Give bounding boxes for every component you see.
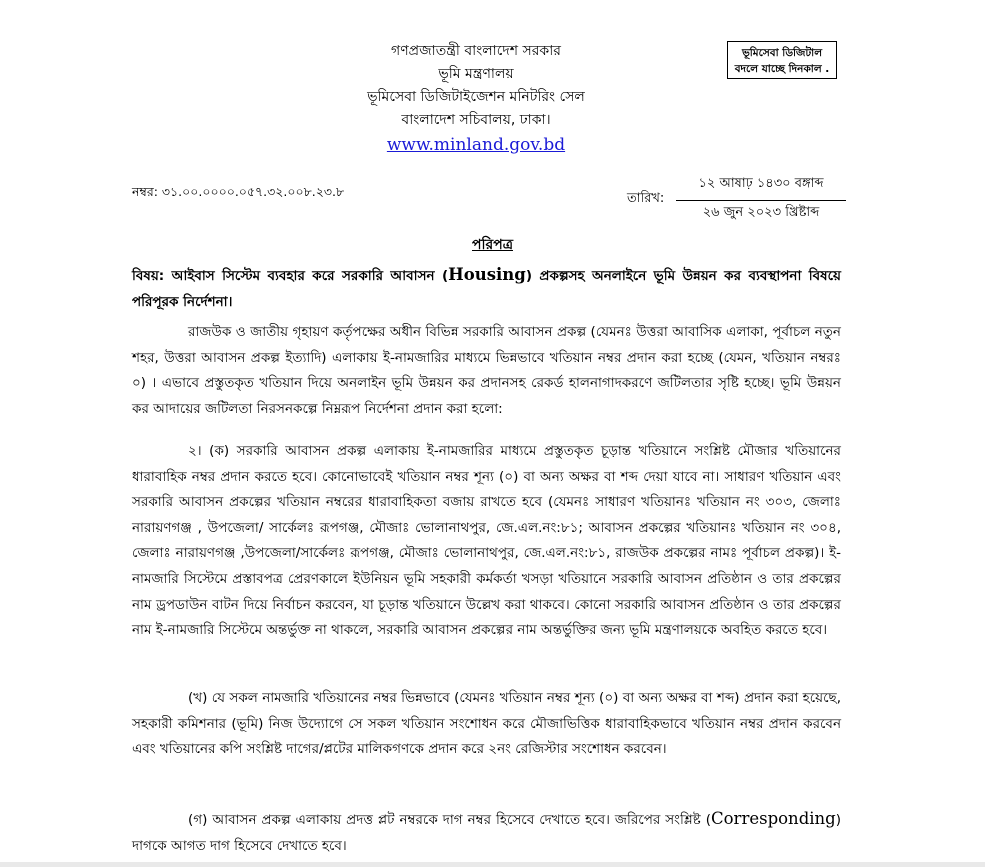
- document-title: পরিপত্র: [472, 237, 513, 253]
- website-link[interactable]: www.minland.gov.bd: [386, 135, 566, 155]
- para4-latin-term: Corresponding: [711, 809, 836, 828]
- paragraph-2-ka: ২। (ক) সরকারি আবাসন প্রকল্প এলাকায় ই-নামজারির মাধ্যমে প্রস্তুতকৃত চূড়ান্ত খতিয়ানে সংশ্লিষ্ট মৌজার খতিয়ানের ধারাবাহিক নম্বর প্রদান করতে হবে। কোনোভাবেই খতিয়ান নম্বর শূন্য (০) বা অন্য অক্ষর বা শব্দ দেয়া যাবে না। সাধারণ খতিয়ান এবং সরকারি আবাসন প্রকল্পের খতিয়ান নম্বরের ধারাবাহিকতা বজায় রাখতে হবে (যেমনঃ সাধারণ খতিয়ানঃ খতিয়ান নং ৩০৩, জেলাঃ নারায়ণগঞ্জ , উপজেলা/ সার্কেলঃ রূপগঞ্জ, মৌজাঃ ভোলানাথপুর, জে.এল.নং:৮১; আবাসন প্রকল্পের খতিয়ানঃ খতিয়ান নং ৩০৪, জেলাঃ নারায়ণগঞ্জ ,উপজেলা/সার্কেলঃ রূপগঞ্জ, মৌজাঃ ভোলানাথপুর, জে.এল.নং:৮১, রাজউক প্রকল্পের নামঃ পূর্বাচল প্রকল্প)। ই-নামজারি সিস্টেমে প্রস্তাবপত্র প্রেরণকালে ইউনিয়ন ভূমি সহকারী কর্মকর্তা খসড়া খতিয়ানে সরকারি আবাসন প্রতিষ্ঠান ও তার প্রকল্পের নাম ড্রপডাউন বাটন দিয়ে নির্বাচন করবেন, যা চূড়ান্ত খতিয়ানে উল্লেখ করা থাকবে। কোনো সরকারি আবাসন প্রতিষ্ঠান ও তার প্রকল্পের নাম ই-নামজারি সিস্টেমে অন্তর্ভুক্ত না থাকলে, সরকারি আবাসন প্রকল্পের নাম অন্তর্ভুক্তির জন্য ভূমি মন্ত্রণালয়কে অবহিত করতে হবে।: [132, 443, 841, 639]
- page-bottom-edge: [0, 862, 985, 867]
- paragraph-intro: রাজউক ও জাতীয় গৃহায়ণ কর্তৃপক্ষের অধীন বিভিন্ন সরকারি আবাসন প্রকল্প (যেমনঃ উত্তরা আবাসিক এলাকা, পূর্বাচল নতুন শহর, উত্তরা আবাসন প্রকল্প ইত্যাদি) এলাকায় ই-নামজারির মাধ্যমে ভিন্নভাবে খতিয়ান নম্বর প্রদান করা হচ্ছে (যেমন, খতিয়ান নম্বরঃ ০) । এভাবে প্রস্তুতকৃত খতিয়ান দিয়ে অনলাইন ভূমি উন্নয়ন কর প্রদানসহ রেকর্ড হালনাগাদকরণে জটিলতার সৃষ্টি হচ্ছে। ভূমি উন্নয়ন কর আদায়ের জটিলতা নিরসনকল্পে নিম্নরূপ নির্দেশনা প্রদান করা হলো:: [132, 324, 841, 417]
- date-bangla: ১২ আষাঢ় ১৪৩০ বঙ্গাব্দ: [698, 176, 824, 191]
- subject-latin-term: Housing: [448, 265, 526, 284]
- government-name: গণপ্রজাতন্ত্রী বাংলাদেশ সরকার: [391, 43, 561, 59]
- subject-prefix: বিষয়: আইবাস সিস্টেম ব্যবহার করে সরকারি আবাসন (: [132, 268, 449, 284]
- office-address: বাংলাদেশ সচিবালয়, ঢাকা।: [401, 112, 551, 128]
- date-english: ২৬ জুন ২০২৩ খ্রিষ্টাব্দ: [702, 205, 820, 220]
- para4-suffix: ) দাগকে আগত দাগ হিসেবে দেখাতে হবে।: [132, 812, 841, 854]
- subject-line: [132, 262, 841, 315]
- para4-prefix: (গ) আবাসন প্রকল্প এলাকায় প্রদত্ত প্লট নম্বরকে দাগ নম্বর হিসেবে দেখাতে হবে। জরিপের সংশ্লিষ্ট (: [188, 812, 711, 828]
- subject-suffix: ) প্রকল্পসহ অনলাইনে ভূমি উন্নয়ন কর ব্যবস্থাপনা বিষয়ে পরিপূরক নির্দেশনা।: [132, 268, 841, 310]
- date-divider: [676, 200, 846, 201]
- slogan-line-1: ভূমিসেবা ডিজিটাল: [741, 47, 823, 59]
- slogan-box: [727, 41, 837, 79]
- letterhead: [300, 40, 652, 158]
- date-label: তারিখ:: [627, 191, 665, 206]
- paragraph-2-ga: [132, 806, 841, 859]
- ministry-name: ভূমি মন্ত্রণালয়: [438, 66, 514, 82]
- slogan-line-2: বদলে যাচ্ছে দিনকাল .: [734, 63, 830, 75]
- paragraph-2-kha: (খ) যে সকল নামজারি খতিয়ানের নম্বর ভিন্নভাবে (যেমনঃ খতিয়ান নম্বর শূন্য (০) বা অন্য অক্ষর বা শব্দ) প্রদান করা হয়েছে, সহকারী কমিশনার (ভূমি) নিজ উদ্যোগে সে সকল খতিয়ান সংশোধন করে মৌজাভিত্তিক ধারাবাহিকভাবে খতিয়ান নম্বর প্রদান করবেন এবং খতিয়ানের কপি সংশ্লিষ্ট দাগের/প্লটের মালিকগণকে প্রদান করে ২নং রেজিস্টার সংশোধন করবেন।: [132, 690, 841, 758]
- cell-name: ভূমিসেবা ডিজিটাইজেশন মনিটরিং সেল: [367, 89, 585, 105]
- memo-number: নম্বর: ৩১.০০.০০০০.০৫৭.৩২.০০৮.২৩.৮: [132, 184, 345, 199]
